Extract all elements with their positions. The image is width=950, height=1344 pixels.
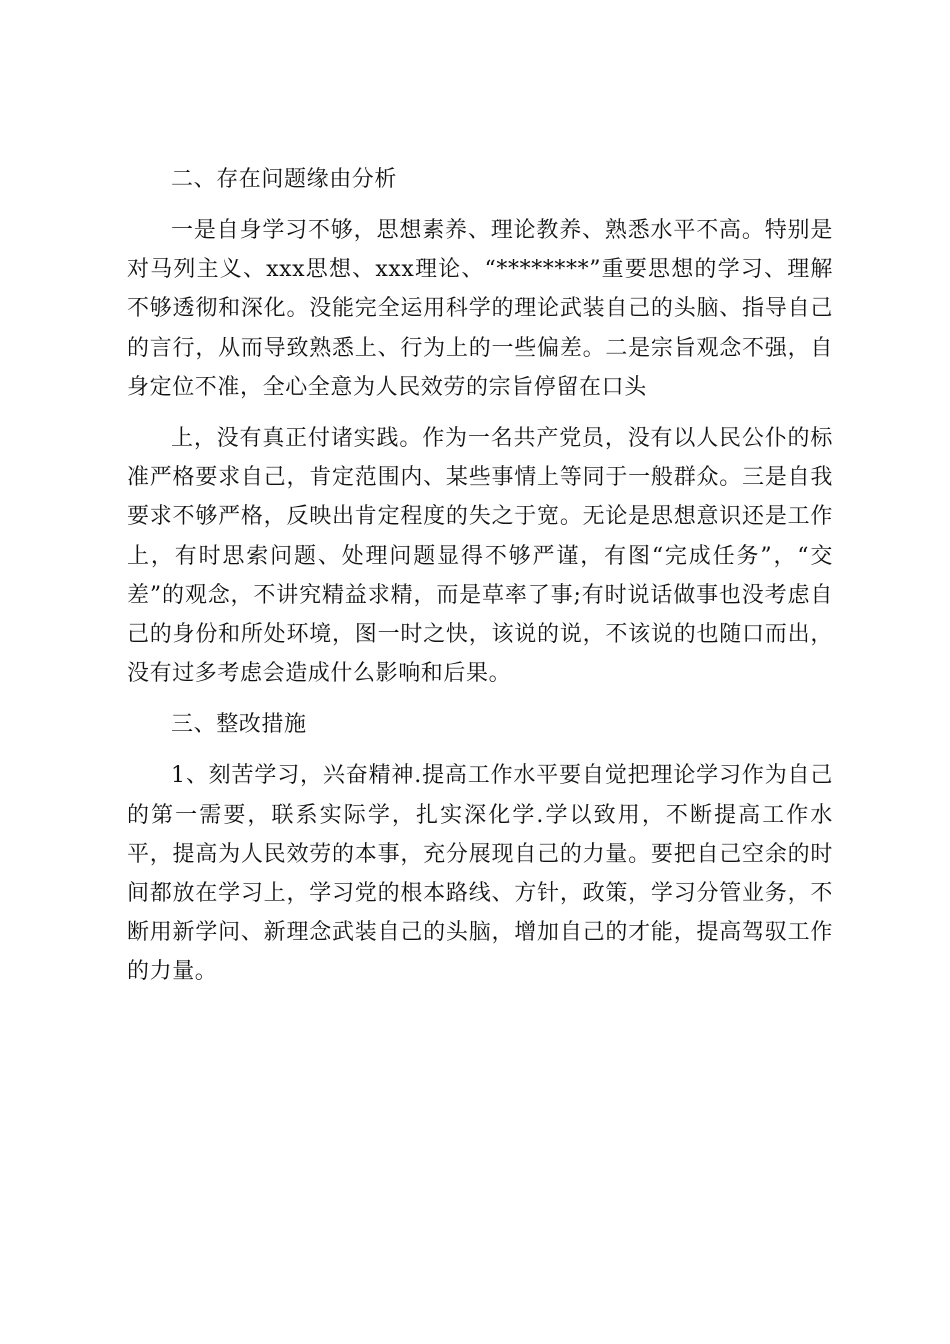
section-2-paragraph-2: 上，没有真正付诸实践。作为一名共产党员，没有以人民公仆的标准严格要求自己，肯定范围内、某些事情上等同于一般群众。三是自我要求不够严格，反映出肯定程度的失之于宽。无论是思想意识还是工作上，有时思索问题、处理问题显得不够严谨，有图“完成任务”，“交差”的观念，不讲究精益求精，而是草率了事;有时说话做事也没考虑自己的身份和所处环境，图一时之快，该说的说，不该说的也随口而出，没有过多考虑会造成什么影响和后果。	[127, 426, 833, 687]
document-body	[127, 160, 833, 992]
section-3-paragraph-1: 1、刻苦学习，兴奋精神.提高工作水平要自觉把理论学习作为自己的第一需要，联系实际学，扎实深化学.学以致用，不断提高工作水平，提高为人民效劳的本事，充分展现自己的力量。要把自己空余的时间都放在学习上，学习党的根本路线、方针，政策，学习分管业务，不断用新学问、新理念武装自己的头脑，增加自己的才能，提高驾驭工作的力量。	[127, 763, 833, 985]
section-2-heading: 二、存在问题缘由分析	[171, 167, 398, 192]
section-2-paragraph-1: 一是自身学习不够，思想素养、理论教养、熟悉水平不高。特别是对马列主义、xxx思想、xxx理论、“********”重要思想的学习、理解不够透彻和深化。没能完全运用科学的理论武装自己的头脑、指导自己的言行，从而导致熟悉上、行为上的一些偏差。二是宗旨观念不强，自身定位不准，全心全意为人民效劳的宗旨停留在口头	[127, 218, 833, 400]
section-3-heading: 三、整改措施	[171, 712, 307, 738]
